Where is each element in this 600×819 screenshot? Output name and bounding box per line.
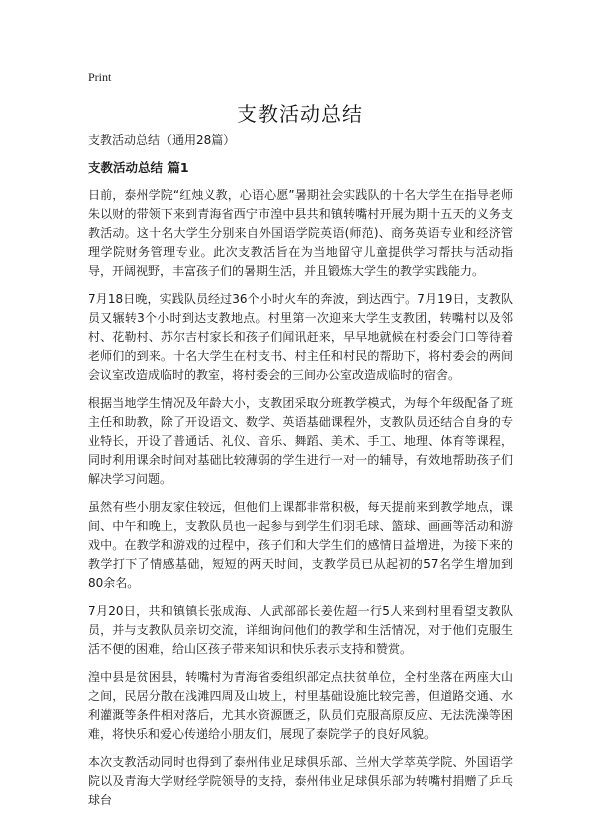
- section-heading: 支教活动总结 篇1: [88, 160, 189, 175]
- document-subtitle: 支教活动总结（通用28篇）: [88, 133, 236, 147]
- paragraph: 7月20日，共和镇镇长张成海、人武部部长姜佐超一行5人来到村里看望支教队员，并与支教队员亲切交流，详细询问他们的教学和生活情况，对于他们克服生活不便的困难，给山区孩子带来知识和快乐表示支持和赞赏。: [88, 604, 513, 656]
- document-body: [88, 130, 513, 819]
- paragraph: 7月18日晚，实践队员经过36个小时火车的奔波，到达西宁。7月19日，支教队员又辗转3个小时到达支教地点。村里第一次迎来大学生支教团，转嘴村以及邻村、花勒村、苏尔吉村家长和孩子们闻讯赶来，早早地就候在村委会门口等待着老师们的到来。十名大学生在村支书、村主任和村民的帮助下，将村委会的两间会议室改造成临时的教室，将村委会的三间办公室改造成临时的宿舍。: [88, 292, 513, 382]
- paragraph: 日前，泰州学院“红烛义教，心语心愿”暑期社会实践队的十名大学生在指导老师朱以财的带领下来到青海省西宁市湟中县共和镇转嘴村开展为期十五天的义务支教活动。这十名大学生分别来自外国语学院英语(师范)、商务英语专业和经济管理学院财务管理专业。此次支教活旨在为当地留守儿童提供学习帮扶与活动指导，开阔视野，丰富孩子们的暑期生活，并且锻炼大学生的教学实践能力。: [88, 188, 513, 278]
- paragraph: 虽然有些小朋友家住较远，但他们上课都非常积极，每天提前来到教学地点，课间、中午和晚上，支教队员也一起参与到学生们羽毛球、篮球、画画等活动和游戏中。在教学和游戏的过程中，孩子们和大学生们的感情日益增进，为接下来的教学打下了情感基础，短短的两天时间，支教学员已从起初的57名学生增加到80余名。: [88, 500, 513, 590]
- paragraph: 根据当地学生情况及年龄大小，支教团采取分班教学模式，为每个年级配备了班主任和助教，除了开设语文、数学、英语基础课程外，支教队员还结合自身的专业特长，开设了普通话、礼仪、音乐、舞蹈、美术、手工、地理、体育等课程，同时利用课余时间对基础比较薄弱的学生进行一对一的辅导，有效地帮助孩子们解决学习问题。: [88, 396, 513, 486]
- paragraph: 湟中县是贫困县，转嘴村为青海省委组织部定点扶贫单位，全村坐落在两座大山之间，民居分散在浅滩四周及山坡上，村里基础设施比较完善，但道路交通、水利灌溉等条件相对落后，尤其水资源匮乏，队员们克服高原反应、无法洗澡等困难，将快乐和爱心传递给小朋友们，展现了泰院学子的良好风貌。: [88, 670, 513, 741]
- paragraph: 本次支教活动同时也得到了泰州伟业足球俱乐部、兰州大学萃英学院、外国语学院以及青海大学财经学院领导的支持，泰州伟业足球俱乐部为转嘴村捐赠了乒乓球台: [88, 755, 513, 807]
- print-link[interactable]: Print: [88, 70, 112, 84]
- page-title: 支教活动总结: [237, 102, 363, 126]
